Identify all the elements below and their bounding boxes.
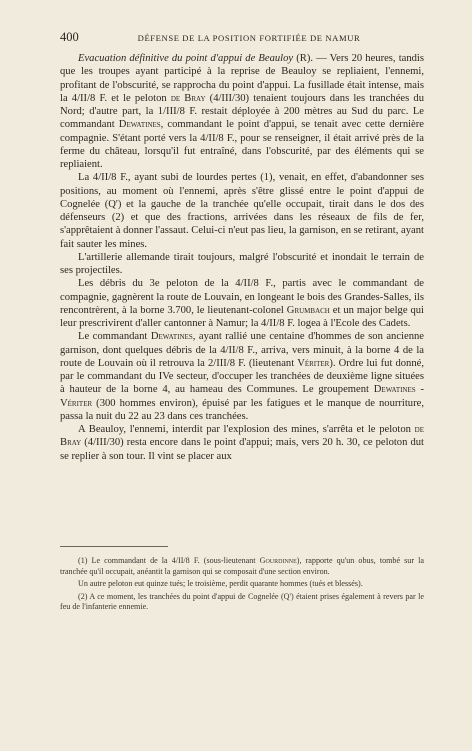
running-head: DÉFENSE DE LA POSITION FORTIFIÉE DE NAMUR — [137, 33, 361, 43]
paragraph: L'artillerie allemande tirait toujours, malgré l'obscurité et inondait le terrain de ses projectiles. — [60, 251, 424, 276]
footnote-divider — [60, 546, 168, 547]
paragraph: A Beauloy, l'ennemi, interdit par l'explosion des mines, s'arrêta et le peloton de Bray (4/III/30) resta encore dans le point d'appui; mais, vers 20 h. 30, ce peloton dut se replier à son tour. Il vint se placer aux — [60, 424, 424, 462]
section-heading: Evacuation définitive du point d'appui de Beauloy — [78, 53, 294, 64]
page-number: 400 — [60, 30, 79, 44]
footnote: (1) Le commandant de la 4/II/8 F. (sous-lieutenant Gourdinne), rapporte qu'un obus, tombé sur la tranchée qu'il occupait, anéantit la garnison qui se composait d'une section environ. — [60, 556, 424, 576]
footnote: (2) A ce moment, les tranchées du point d'appui de Cognelée (Q') étaient prises également à revers par le feu de l'infanterie ennemie. — [60, 591, 424, 612]
paragraph: Les débris du 3e peloton de la 4/II/8 F., partis avec le commandant de compagnie, gagnèrent la route de Louvain, en longeant le bois des Grandes-Salles, ils rencontrèrent, à la borne 3.700, le lieutenant-colonel Grumbach et un major belge qui leur prescrivirent d'aller cantonner à Namur; la 4/II/8 F. logea à l'Ecole des Cadets. — [60, 278, 425, 329]
paragraph: Le commandant Dewatines, ayant rallié une centaine d'hommes de son ancienne garnison, dont quelques débris de la 4/II/8 F., arriva, vers minuit, à la borne 4 de la route de Louvain où il retrouva la 2/III/8 F. (lieutenant Vériter). Ordre lui fut donné, par le commandant du IVe secteur, d'occuper les tranchées de deuxième ligne situées à hauteur de la borne 4, au hameau des Communes. Le groupement Dewatines - Vériter (300 hommes environ), épuisé par les fatigues et le manque de nourriture, passa la nuit du 22 au 23 dans ces tranchées. — [60, 331, 424, 422]
paragraph: La 4/II/8 F., ayant subi de lourdes pertes (1), venait, en effet, d'abandonner ses positions, au moment où l'ennemi, après s'être glissé entre le point d'appui de Cognelée (Q') et la gauche de la tranchée qu'elle occupait, tirait dans le dos des défenseurs (2) et que des fractions, arrivées dans les réseaux de fils de fer, s'apprêtaient à donner l'assaut. Celui-ci n'eut pas lieu, la garnison, en se retirant, ayant fait sauter les mines. — [60, 172, 424, 250]
page-header — [60, 30, 424, 52]
footnote: Un autre peloton eut quinze tués; le troisième, perdit quarante hommes (tués et blessés). — [78, 579, 363, 589]
footnotes — [60, 546, 424, 615]
body-text — [60, 52, 424, 463]
paragraph: Evacuation définitive du point d'appui de Beauloy (R). — Vers 20 heures, tandis que les troupes ayant participé à la reprise de Beauloy se repliaient, l'ennemi, profitant de l'obscurité, se rapprocha du point d'appui. La fusillade était intense, mais la 4/II/8 F. et le peloton de Bray (4/III/30) tenaient toujours dans les tranchées du Nord; d'autre part, la 1/III/8 F. restait déployée à 200 mètres au Sud du parc. Le commandant Dewatines, commandant le point d'appui, se tenait avec cette dernière compagnie. S'étant porté vers la 4/II/8 F., pour se renseigner, il était arrivé près de la ferme du château, lorsqu'il fut entraîné, dans l'obscurité, par des éléments qui se repliaient. — [60, 53, 425, 170]
